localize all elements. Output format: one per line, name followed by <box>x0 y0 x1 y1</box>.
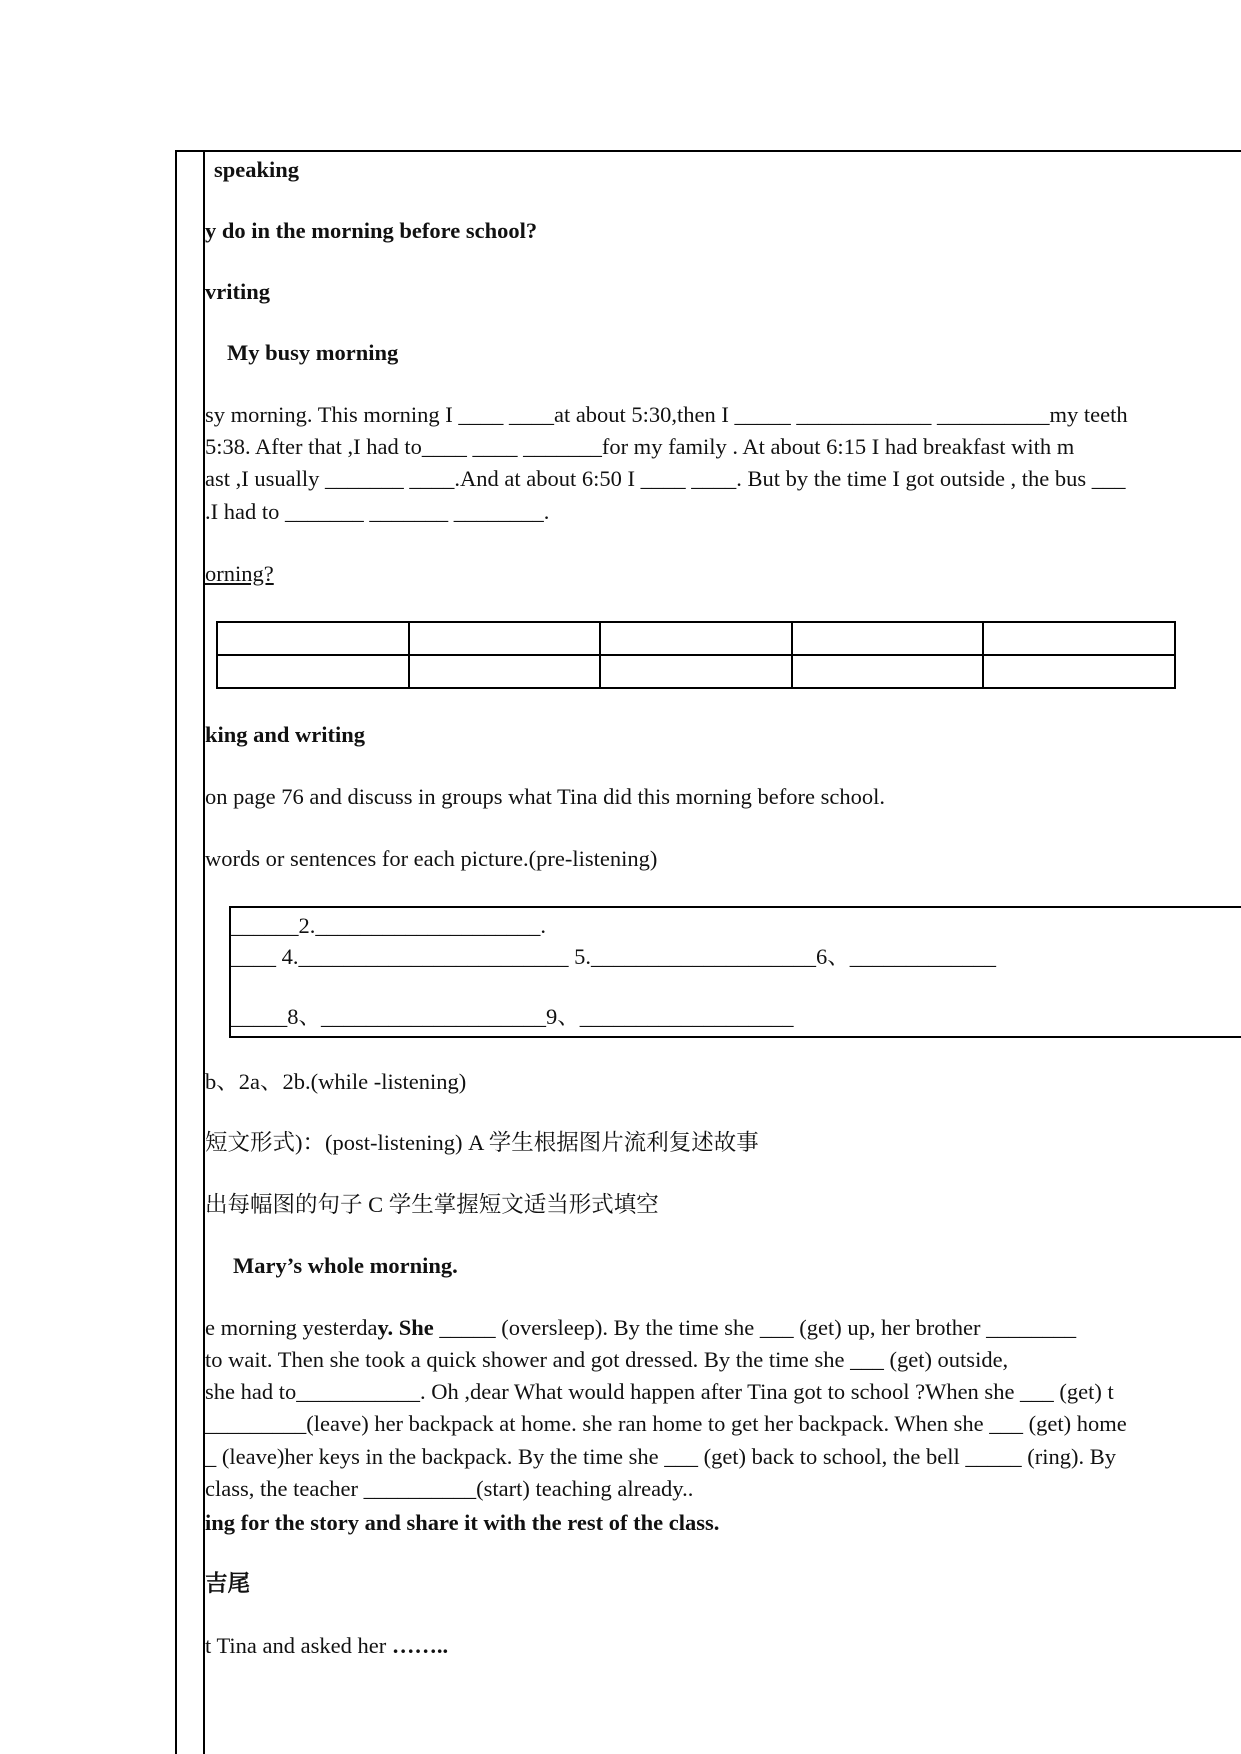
passage2-line4: _________(leave) her backpack at home. she ran home to get her backpack. When she ___ (get) home <box>205 1411 1127 1436</box>
asked-line-ellipsis: …….. <box>391 1633 449 1658</box>
ending-heading: 吉尾 <box>205 1571 251 1596</box>
page-frame-left <box>175 150 177 1754</box>
passage2-line6: class, the teacher __________(start) teaching already.. <box>205 1476 694 1501</box>
postlistening-line: 短文形式)：(post-listening) A 学生根据图片流利复述故事 <box>205 1130 759 1155</box>
passage2-line1-start: e morning yesterda <box>205 1315 378 1340</box>
passage2-line1 <box>205 1314 1076 1342</box>
speaking-question: y do in the morning before school? <box>205 218 538 243</box>
picture-blanks-box <box>229 906 1241 1038</box>
passage1-line3: ast ,I usually _______ ____.And at about 6:50 I ____ ____. But by the time I got outside , the bus ___ <box>205 466 1126 491</box>
blank-row-1: ______2.____________________. <box>231 913 546 938</box>
document-body <box>205 152 1241 1754</box>
writing-title: My busy morning <box>227 340 399 365</box>
table-cell[interactable] <box>983 622 1175 655</box>
table-cell[interactable] <box>600 655 792 688</box>
passage2-line1-rest: _____ (oversleep). By the time she ___ (get) up, her brother ________ <box>433 1315 1077 1340</box>
passage2-line5: _ (leave)her keys in the backpack. By the time she ___ (get) back to school, the bell _____ (ring). By <box>205 1444 1116 1469</box>
speaking-writing-heading: king and writing <box>205 722 366 747</box>
asked-line-text: t Tina and asked her <box>205 1633 392 1658</box>
passage1-line2: 5:38. After that ,I had to____ ____ _______for my family . At about 6:15 I had breakfast with m <box>205 434 1075 459</box>
prelistening-line: words or sentences for each picture.(pre-listening) <box>205 846 658 871</box>
mary-title: Mary’s whole morning. <box>233 1253 458 1278</box>
table-row <box>217 622 1175 655</box>
table-cell[interactable] <box>983 655 1175 688</box>
table-cell[interactable] <box>792 622 984 655</box>
passage2-line1-bold: y. She <box>377 1315 434 1340</box>
table-cell[interactable] <box>600 622 792 655</box>
speaking-heading: speaking <box>214 157 300 182</box>
table-cell[interactable] <box>217 622 409 655</box>
whilelistening-line: b、2a、2b.(while -listening) <box>205 1069 467 1094</box>
table-cell[interactable] <box>409 655 601 688</box>
passage1-line1: sy morning. This morning I ____ ____at about 5:30,then I _____ ____________ __________my teeth <box>205 402 1128 427</box>
blank-row-3: _____8、____________________9、___________________ <box>231 1004 794 1029</box>
morning-question: orning? <box>205 561 274 586</box>
table-cell[interactable] <box>217 655 409 688</box>
sentence-line: 出每幅图的句子 C 学生掌握短文适当形式填空 <box>205 1192 659 1217</box>
table-cell[interactable] <box>409 622 601 655</box>
asked-line <box>205 1632 448 1660</box>
passage2-line2: to wait. Then she took a quick shower and got dressed. By the time she ___ (get) outside, <box>205 1347 1009 1372</box>
table-row <box>217 655 1175 688</box>
table-cell[interactable] <box>792 655 984 688</box>
writing-heading: vriting <box>205 279 270 304</box>
passage1-line4: .I had to _______ _______ ________. <box>205 499 550 524</box>
passage2-line3: she had to___________. Oh ,dear What would happen after Tina got to school ?When she ___ (get) t <box>205 1379 1114 1404</box>
schedule-table <box>216 621 1176 689</box>
story-line: ing for the story and share it with the rest of the class. <box>205 1510 720 1535</box>
blank-row-2: ____ 4.________________________ 5.____________________6、_____________ <box>231 944 997 969</box>
discuss-line: on page 76 and discuss in groups what Tina did this morning before school. <box>205 784 885 809</box>
